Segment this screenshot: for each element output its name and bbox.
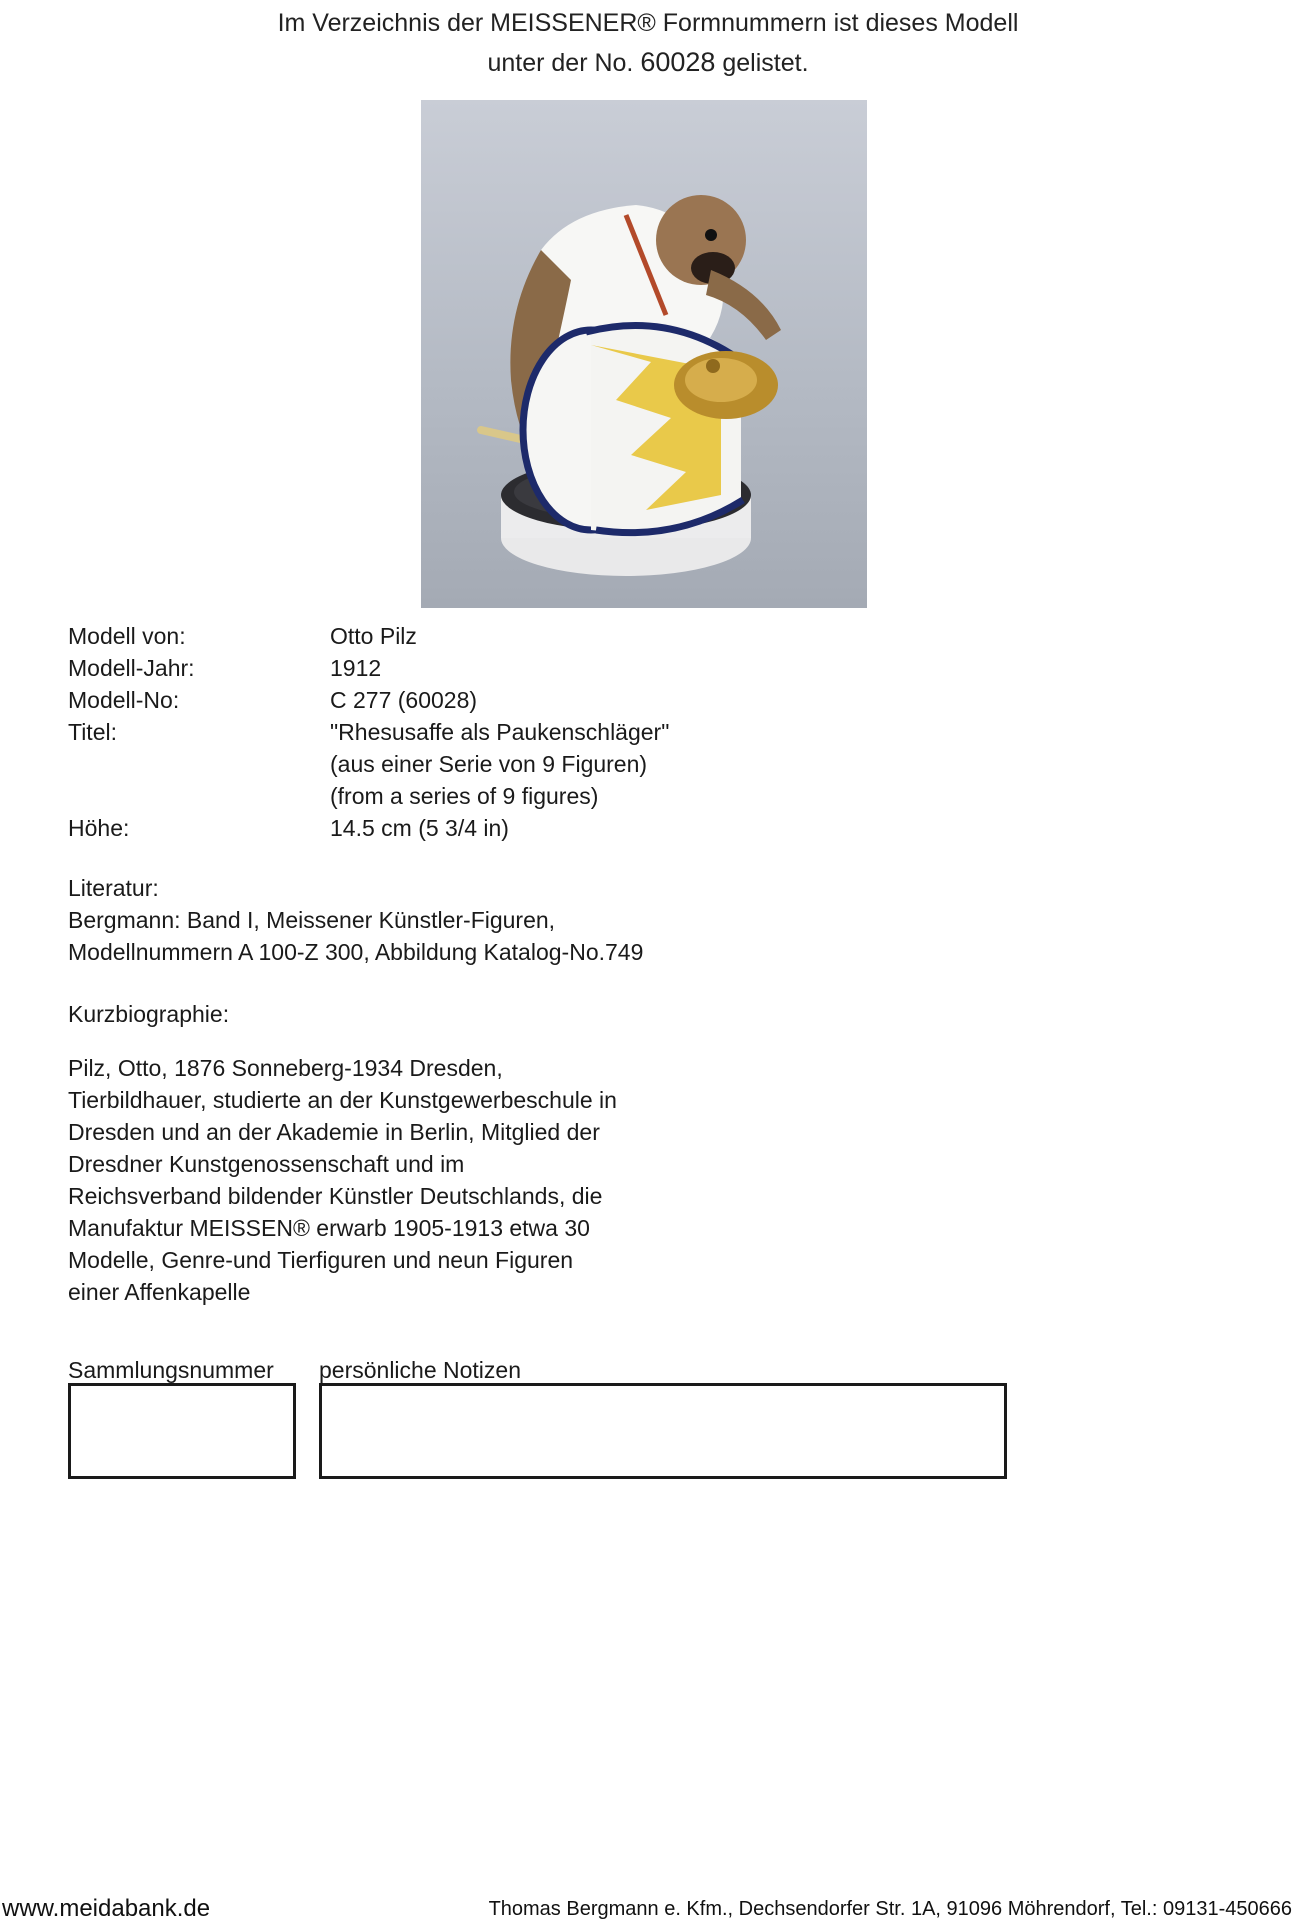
footer-address: Thomas Bergmann e. Kfm., Dechsendorfer Str. 1A, 91096 Möhrendorf, Tel.: 09131-450666 bbox=[488, 1898, 1292, 1920]
kurzbiographie-text bbox=[68, 1052, 617, 1308]
bio-line: Modelle, Genre-und Tierfiguren und neun Figuren bbox=[68, 1247, 574, 1273]
bio-line: Manufaktur MEISSEN® erwarb 1905-1913 etwa 30 bbox=[68, 1215, 590, 1241]
value-titel bbox=[330, 716, 669, 812]
notizen-label: persönliche Notizen bbox=[319, 1357, 522, 1383]
model-number: 60028 bbox=[640, 47, 716, 77]
notizen-field[interactable] bbox=[319, 1383, 1007, 1479]
kurzbiographie-label: Kurzbiographie: bbox=[68, 1001, 230, 1027]
bio-line: Dresdner Kunstgenossenschaft und im bbox=[68, 1151, 465, 1177]
literatur-line: Modellnummern A 100-Z 300, Abbildung Katalog-No.749 bbox=[68, 939, 644, 965]
footer-website[interactable]: www.meidabank.de bbox=[2, 1895, 211, 1922]
row-modell-jahr bbox=[68, 652, 669, 684]
porcelain-monkey-drummer-photo bbox=[421, 100, 867, 608]
titel-line: (aus einer Serie von 9 Figuren) bbox=[330, 751, 648, 777]
bio-line: Reichsverband bildender Künstler Deutschlands, die bbox=[68, 1183, 603, 1209]
header-suffix: gelistet. bbox=[722, 49, 809, 77]
bio-line: Dresden und an der Akademie in Berlin, Mitglied der bbox=[68, 1119, 600, 1145]
row-hoehe bbox=[68, 812, 669, 844]
row-titel bbox=[68, 716, 669, 812]
label-modell-no: Modell-No: bbox=[68, 687, 180, 713]
label-hoehe: Höhe: bbox=[68, 815, 130, 841]
sammlungsnummer-field[interactable] bbox=[68, 1383, 296, 1479]
literatur-label: Literatur: bbox=[68, 875, 159, 901]
header-prefix: unter der No. bbox=[487, 49, 634, 77]
label-titel: Titel: bbox=[68, 719, 117, 745]
titel-line: "Rhesusaffe als Paukenschläger" bbox=[330, 719, 670, 745]
bio-line: Pilz, Otto, 1876 Sonneberg-1934 Dresden, bbox=[68, 1055, 503, 1081]
model-details bbox=[68, 620, 669, 844]
header-line-1: Im Verzeichnis der MEISSENER® Formnummern ist dieses Modell bbox=[277, 9, 1019, 37]
value-modell-jahr: 1912 bbox=[330, 655, 382, 681]
value-hoehe: 14.5 cm (5 3/4 in) bbox=[330, 815, 509, 841]
page-header bbox=[0, 4, 1296, 83]
bio-line: einer Affenkapelle bbox=[68, 1279, 251, 1305]
titel-line: (from a series of 9 figures) bbox=[330, 783, 599, 809]
value-modell-von: Otto Pilz bbox=[330, 623, 417, 649]
literatur-line: Bergmann: Band I, Meissener Künstler-Figuren, bbox=[68, 907, 556, 933]
literatur-section bbox=[68, 872, 643, 968]
header-line-2 bbox=[0, 43, 1296, 83]
bio-line: Tierbildhauer, studierte an der Kunstgewerbeschule in bbox=[68, 1087, 617, 1113]
value-modell-no: C 277 (60028) bbox=[330, 687, 478, 713]
row-modell-no bbox=[68, 684, 669, 716]
label-modell-von: Modell von: bbox=[68, 623, 186, 649]
sammlungsnummer-label: Sammlungsnummer bbox=[68, 1357, 274, 1383]
row-modell-von bbox=[68, 620, 669, 652]
label-modell-jahr: Modell-Jahr: bbox=[68, 655, 195, 681]
